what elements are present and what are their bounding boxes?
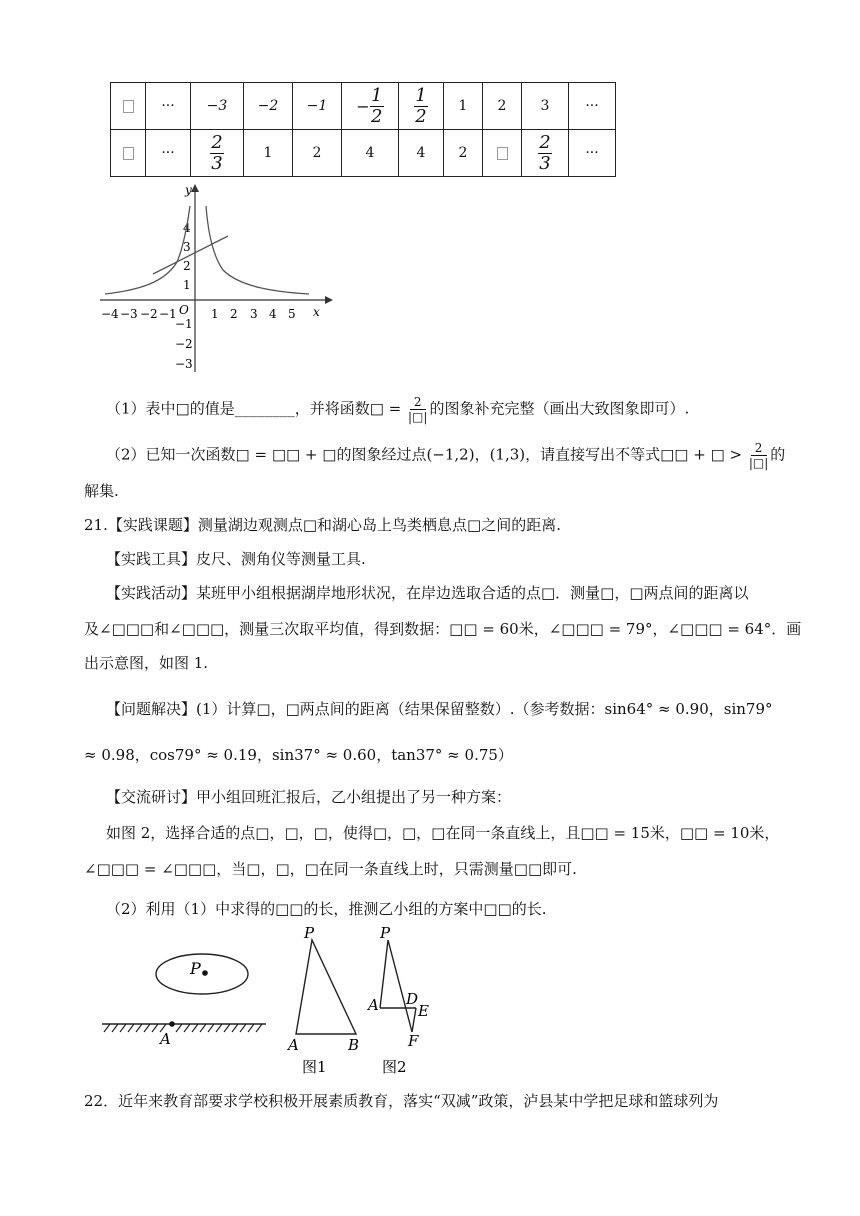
q20-part2: （2）已知一次函数□ = □□ + □的图象经过点(−1,2)，(1,3)，请直接写出不等式□□ + □ > 2 |□| 的 bbox=[106, 441, 786, 470]
figure-caption: 图2 bbox=[382, 1058, 407, 1076]
label-E: E bbox=[418, 1002, 429, 1020]
lake-sketch bbox=[98, 940, 270, 1050]
tick-label: −4 bbox=[101, 307, 119, 321]
figure-caption: 图1 bbox=[302, 1058, 327, 1076]
table-cell: −3 bbox=[191, 83, 244, 130]
tick-label: 1 bbox=[183, 278, 191, 292]
curve-left-branch bbox=[105, 206, 190, 294]
table-cell: ··· bbox=[146, 83, 191, 130]
placeholder-glyph bbox=[123, 100, 134, 113]
tick-label: 2 bbox=[230, 307, 238, 321]
q21-line: 【实践活动】某班甲小组根据湖岸地形状况，在岸边选取合适的点□．测量□，□两点间的距离以 bbox=[106, 584, 749, 602]
figure-1 bbox=[284, 924, 364, 1076]
table-cell: − $\frac{1}{2}$ bbox=[342, 83, 399, 130]
table-cell: 2 bbox=[293, 130, 342, 177]
table-cell bbox=[111, 83, 146, 130]
fraction: $\frac{1}{2}$ bbox=[370, 84, 383, 127]
label-B: B bbox=[348, 1036, 360, 1054]
tick-label: 3 bbox=[183, 240, 191, 254]
x-axis-arrow bbox=[325, 296, 333, 304]
table-cell: −2 bbox=[244, 83, 293, 130]
tick-label: −1 bbox=[175, 317, 193, 331]
triangle-PAB bbox=[296, 940, 356, 1034]
label-A: A bbox=[368, 996, 379, 1014]
label-A: A bbox=[160, 1030, 171, 1048]
table-cell: 1 bbox=[244, 130, 293, 177]
table-cell: −1 bbox=[293, 83, 342, 130]
lake-island-ellipse bbox=[156, 954, 248, 994]
label-P: P bbox=[190, 959, 201, 978]
table-cell bbox=[522, 130, 569, 177]
q21-line: ∠□□□ = ∠□□□，当□，□，□在同一条直线上时，只需测量□□即可. bbox=[84, 860, 577, 878]
q21-line: 如图 2，选择合适的点□，□，□，使得□，□，□在同一条直线上，且□□ = 15米，□□ = 10米， bbox=[106, 824, 780, 842]
table-cell bbox=[111, 130, 146, 177]
curve-right-branch bbox=[206, 206, 309, 294]
q21-line: 【实践工具】皮尺、测角仪等测量工具. bbox=[106, 550, 366, 568]
table-cell: 1 bbox=[444, 83, 483, 130]
tick-label: 3 bbox=[250, 307, 258, 321]
table-cell bbox=[483, 130, 522, 177]
table-cell: 2 bbox=[483, 83, 522, 130]
label-A: A bbox=[288, 1036, 299, 1054]
q21-line: 21.【实践课题】测量湖边观测点□和湖心岛上鸟类栖息点□之间的距离. bbox=[84, 516, 561, 534]
table-cell: 4 bbox=[342, 130, 399, 177]
shore-hatching bbox=[104, 1024, 262, 1032]
q21-line: 【交流研讨】甲小组回班汇报后，乙小组提出了另一种方案： bbox=[106, 788, 512, 806]
placeholder-glyph bbox=[497, 147, 508, 160]
q21-line: ≈ 0.98，cos79° ≈ 0.19，sin37° ≈ 0.60，tan37° ≈ 0.75） bbox=[84, 746, 513, 764]
label-P: P bbox=[304, 924, 315, 942]
label-D: D bbox=[406, 990, 419, 1008]
q22-line: 22．近年来教育部要求学校积极开展素质教育，落实“双减”政策，泸县某中学把足球和篮球列为 bbox=[84, 1092, 719, 1110]
figure-2 bbox=[364, 924, 444, 1076]
segment-PA bbox=[380, 940, 388, 1008]
table-cell: 3 bbox=[522, 83, 569, 130]
tick-label: 4 bbox=[183, 221, 191, 235]
q20-part1: （1）表中□的值是________，并将函数□ = 2 |□| 的图象补充完整（画出大致图象即可）. bbox=[106, 395, 690, 424]
table-cell bbox=[399, 83, 444, 130]
segment-PF bbox=[388, 940, 412, 1032]
tick-label: −1 bbox=[159, 307, 177, 321]
x-axis-label: x bbox=[313, 305, 320, 319]
table-cell bbox=[191, 130, 244, 177]
point-P bbox=[202, 970, 208, 976]
tick-label: −3 bbox=[175, 357, 193, 371]
q21-line: 【问题解决】(1）计算□，□两点间的距离（结果保留整数）.（参考数据：sin64° ≈ 0.90，sin79° bbox=[106, 700, 773, 718]
q21-line: 及∠□□□和∠□□□，测量三次取平均值，得到数据：□□ = 60米，∠□□□ = 79°，∠□□□ = 64°．画 bbox=[84, 620, 802, 638]
segment-EF bbox=[412, 1008, 416, 1032]
table-cell: ··· bbox=[146, 130, 191, 177]
fraction: $\frac{2}{3}$ bbox=[211, 131, 223, 174]
table-cell: ··· bbox=[569, 130, 616, 177]
q20-part2-cont: 解集. bbox=[84, 482, 119, 500]
table-row bbox=[111, 130, 616, 177]
tick-label: 5 bbox=[288, 307, 296, 321]
table-cell: 2 bbox=[444, 130, 483, 177]
tick-label: −2 bbox=[140, 307, 158, 321]
q21-line: 出示意图，如图 1. bbox=[84, 654, 209, 672]
fraction: 2 |□| bbox=[748, 441, 769, 470]
value-table bbox=[110, 82, 616, 177]
table-cell: ··· bbox=[569, 83, 616, 130]
label-P: P bbox=[380, 924, 391, 942]
q21-line: （2）利用（1）中求得的□□的长，推测乙小组的方案中□□的长. bbox=[106, 900, 547, 918]
origin-label: O bbox=[179, 303, 189, 317]
table-row bbox=[111, 83, 616, 130]
point-A bbox=[169, 1021, 175, 1027]
tick-label: 1 bbox=[211, 307, 219, 321]
tick-label: −2 bbox=[175, 337, 193, 351]
fraction: 2 |□| bbox=[408, 395, 428, 424]
table-cell: 4 bbox=[399, 130, 444, 177]
y-axis-label: y bbox=[185, 183, 192, 197]
fraction: $\frac{1}{2}$ bbox=[415, 84, 427, 127]
tick-label: −3 bbox=[120, 307, 138, 321]
function-graph bbox=[95, 182, 335, 380]
fraction: $\frac{2}{3}$ bbox=[539, 131, 551, 174]
y-axis-arrow bbox=[191, 184, 199, 192]
placeholder-glyph bbox=[123, 147, 134, 160]
label-F: F bbox=[408, 1032, 419, 1050]
tick-label: 2 bbox=[183, 259, 191, 273]
tick-label: 4 bbox=[269, 307, 277, 321]
